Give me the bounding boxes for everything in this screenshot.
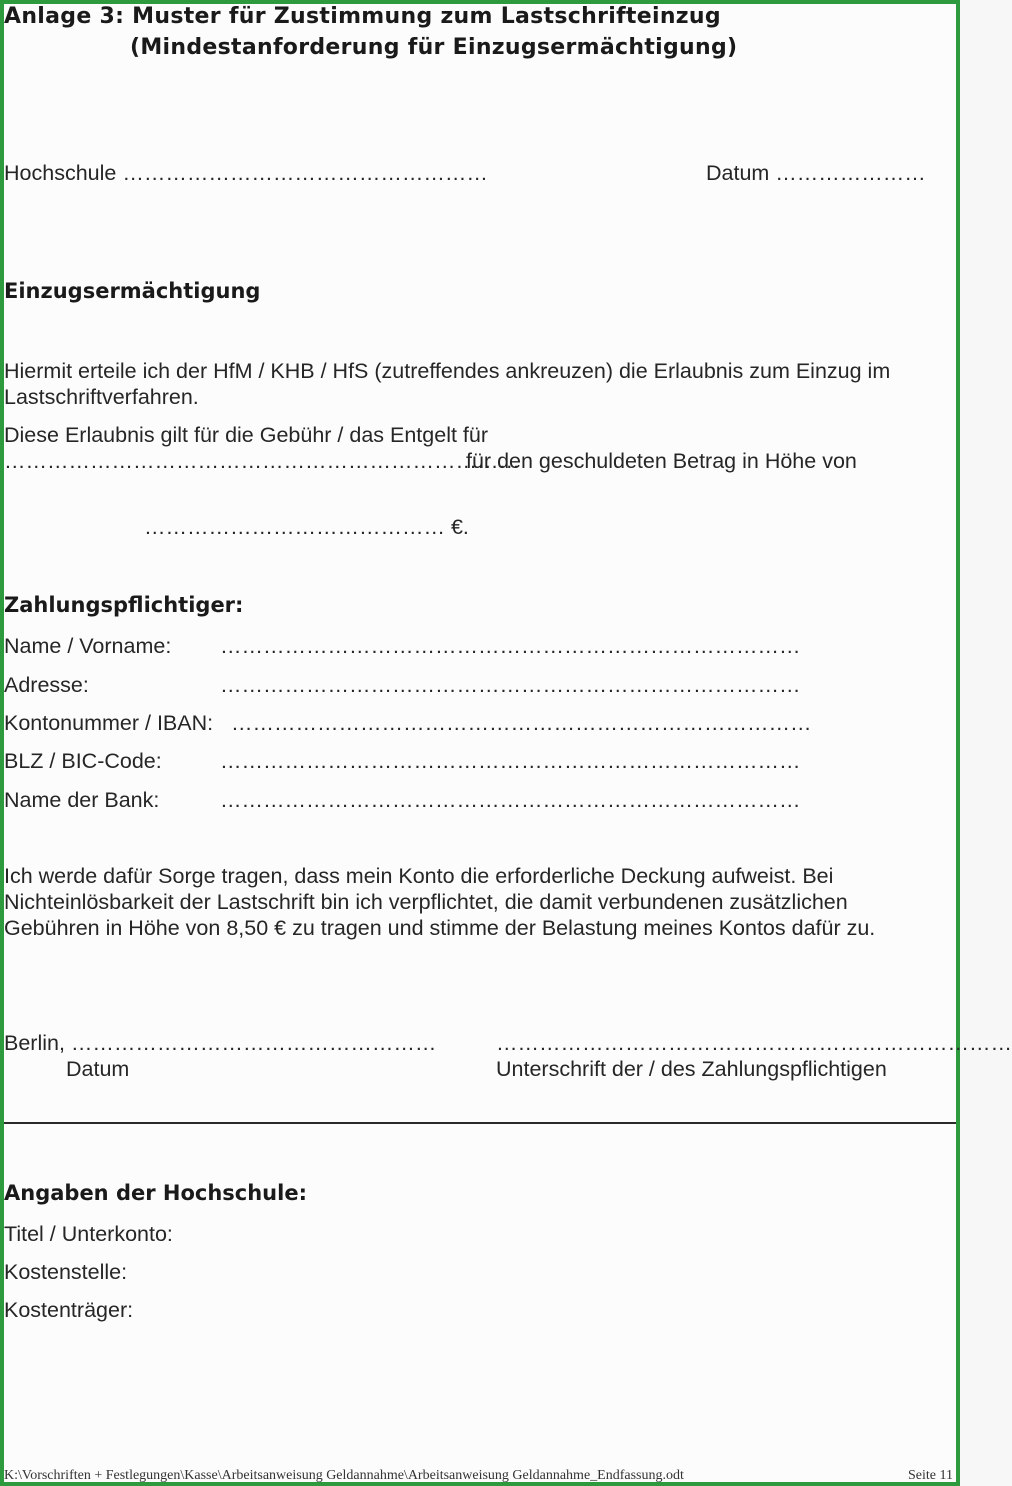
zahler-heading: Zahlungspflichtiger: — [4, 593, 244, 617]
adresse-label: Adresse: — [4, 673, 89, 697]
doc-title-line2: (Mindestanforderung für Einzugsermächtigung) — [130, 35, 738, 60]
place-date-field: Berlin, …………………………………………… — [4, 1031, 437, 1055]
iban-dots: ……………………………………………………………………… — [231, 711, 812, 735]
kostentraeger-label: Kostenträger: — [4, 1298, 134, 1322]
footer-path: K:\Vorschriften + Festlegungen\Kasse\Arbeitsanweisung Geldannahme\Arbeitsanweisung Geldannahme_Endfassung.odt — [4, 1468, 684, 1483]
bank-label: Name der Bank: — [4, 788, 160, 812]
section-divider — [4, 1122, 956, 1124]
einzug-para2-line1: Diese Erlaubnis gilt für die Gebühr / das Entgelt für — [4, 423, 489, 447]
iban-label: Kontonummer / IBAN: — [4, 711, 214, 735]
footer-page: Seite 11 — [908, 1468, 953, 1483]
name-label: Name / Vorname: — [4, 634, 172, 658]
kostenstelle-label: Kostenstelle: — [4, 1260, 128, 1284]
hochschule-heading: Angaben der Hochschule: — [4, 1181, 307, 1205]
einzug-para2-tail: für den geschuldeten Betrag in Höhe von — [466, 449, 857, 473]
adresse-dots: ……………………………………………………………………… — [220, 673, 801, 697]
datum-field: Datum ………………… — [706, 161, 926, 185]
signature-dots: ……………………………………………………………… — [496, 1031, 1012, 1055]
notice-line1: Ich werde dafür Sorge tragen, dass mein Konto die erforderliche Deckung aufweist. Bei — [4, 864, 834, 888]
notice-line2: Nichteinlösbarkeit der Lastschrift bin ich verpflichtet, die damit verbundenen zusätzlichen — [4, 890, 848, 914]
hochschule-field: Hochschule …………………………………………… — [4, 161, 488, 185]
date-label: Datum — [66, 1057, 130, 1081]
einzug-para1-line1: Hiermit erteile ich der HfM / KHB / HfS (zutreffendes ankreuzen) die Erlaubnis zum Einzug im — [4, 359, 891, 383]
einzug-heading: Einzugsermächtigung — [4, 279, 261, 303]
name-dots: ……………………………………………………………………… — [220, 634, 801, 658]
notice-line3: Gebühren in Höhe von 8,50 € zu tragen und stimme der Belastung meines Kontos dafür zu. — [4, 916, 876, 940]
bank-dots: ……………………………………………………………………… — [220, 788, 801, 812]
entgelt-blank: ……………………………………………………………… — [4, 449, 520, 473]
bic-dots: ……………………………………………………………………… — [220, 749, 801, 773]
signature-label: Unterschrift der / des Zahlungspflichtigen — [496, 1057, 887, 1081]
bic-label: BLZ / BIC-Code: — [4, 749, 162, 773]
einzug-para1-line2: Lastschriftverfahren. — [4, 385, 199, 409]
doc-title-line1: Anlage 3: Muster für Zustimmung zum Lastschrifteinzug — [4, 4, 721, 29]
titel-label: Titel / Unterkonto: — [4, 1222, 173, 1246]
amount-field: …………………………………… €. — [144, 515, 469, 539]
